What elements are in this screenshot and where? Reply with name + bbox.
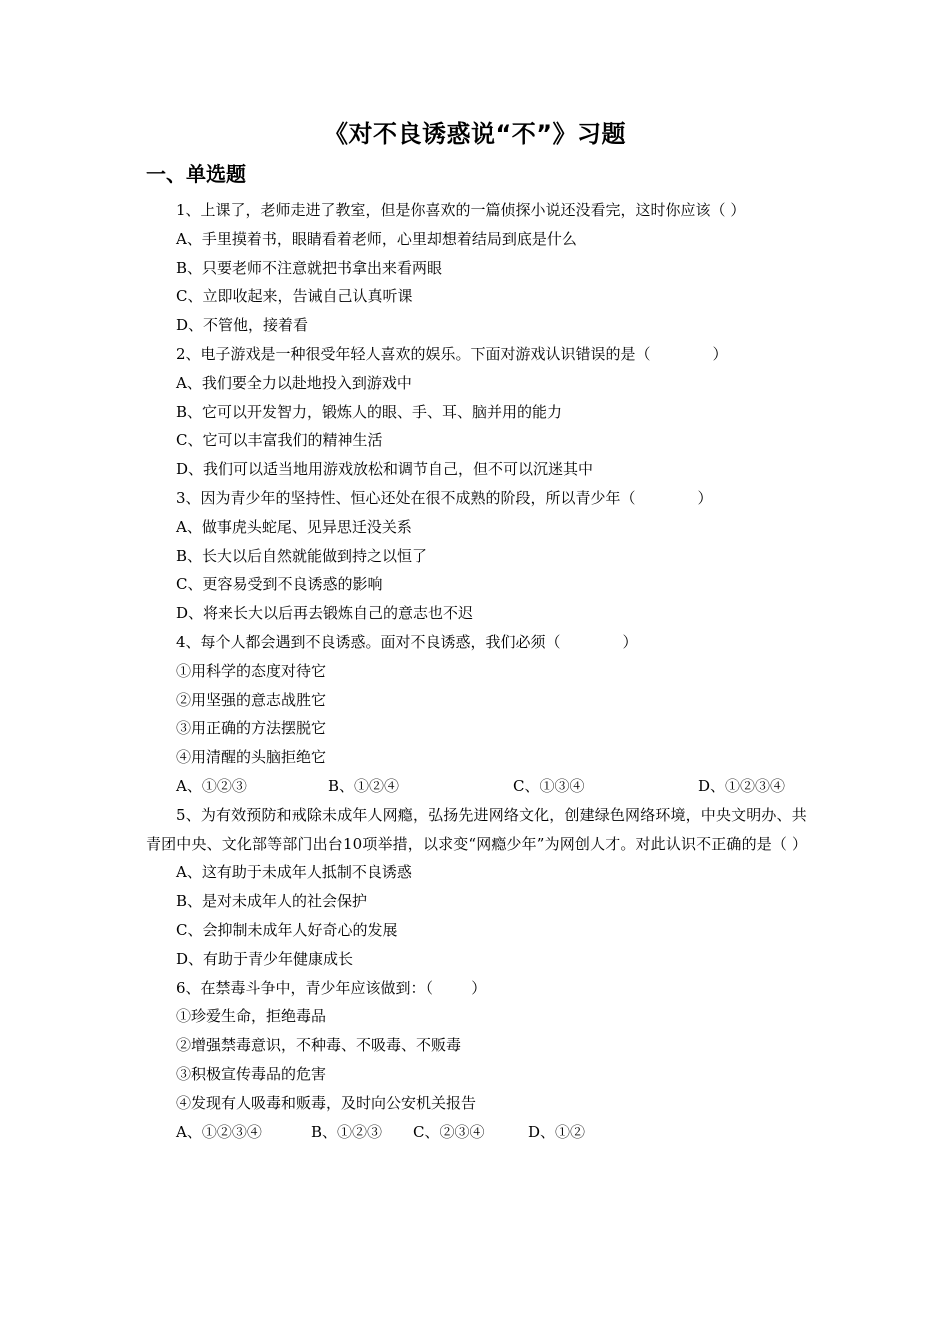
option-d: D、将来长大以后再去锻炼自己的意志也不迟 — [176, 604, 474, 623]
question-stem: 2、电子游戏是一种很受年轻人喜欢的娱乐。下面对游戏认识错误的是（ ） — [176, 344, 728, 363]
statement-item: ④发现有人吸毒和贩毒，及时向公安机关报告 — [176, 1093, 477, 1112]
option-c: C、它可以丰富我们的精神生活 — [176, 431, 383, 450]
option-a: A、做事虎头蛇尾、见异思迁没关系 — [176, 517, 412, 536]
option-c: C、立即收起来，告诫自己认真听课 — [176, 287, 413, 306]
option-c: C、会抑制未成年人好奇心的发展 — [176, 920, 398, 939]
section-heading: 一、单选题 — [146, 162, 246, 186]
option-a: A、这有助于未成年人抵制不良诱惑 — [176, 863, 412, 882]
choice-c: C、①③④ — [513, 776, 585, 795]
choice-b: B、①②④ — [328, 776, 400, 795]
statement-item: ②用坚强的意志战胜它 — [176, 690, 327, 709]
statement-item: ①用科学的态度对待它 — [176, 661, 327, 680]
option-d: D、我们可以适当地用游戏放松和调节自己，但不可以沉迷其中 — [176, 460, 594, 479]
choice-c: C、②③④ — [413, 1122, 485, 1141]
choice-b: B、①②③ — [311, 1122, 383, 1141]
question-stem: 6、在禁毒斗争中，青少年应该做到：（ ） — [176, 978, 487, 997]
question-stem: 1、上课了，老师走进了教室，但是你喜欢的一篇侦探小说还没看完，这时你应该（ ） — [176, 201, 746, 219]
choice-d: D、①② — [528, 1122, 586, 1141]
option-b: B、它可以开发智力，锻炼人的眼、手、耳、脑并用的能力 — [176, 402, 563, 421]
page-title: 《对不良诱惑说“不”》习题 — [323, 120, 627, 148]
choice-row — [146, 772, 811, 801]
option-c: C、更容易受到不良诱惑的影响 — [176, 575, 383, 594]
choice-a: A、①②③ — [176, 776, 247, 795]
statement-item: ①珍爱生命，拒绝毒品 — [176, 1007, 327, 1026]
question-stem: 3、因为青少年的坚持性、恒心还处在很不成熟的阶段，所以青少年（ ） — [176, 488, 713, 507]
statement-item: ③积极宣传毒品的危害 — [176, 1064, 327, 1083]
option-d: D、不管他，接着看 — [176, 316, 309, 335]
question-list — [146, 196, 811, 1146]
option-a: A、手里摸着书，眼睛看着老师，心里却想着结局到底是什么 — [176, 229, 577, 248]
question-stem: 5、为有效预防和戒除未成年人网瘾，弘扬先进网络文化，创建绿色网络环境，中央文明办、共青团中央、文化部等部门出台10项举措，以求变“网瘾少年”为网创人才。对此认识不正确的是（ ） — [146, 805, 808, 853]
choice-d: D、①②③④ — [698, 776, 786, 795]
choice-a: A、①②③④ — [176, 1122, 262, 1141]
option-b: B、只要老师不注意就把书拿出来看两眼 — [176, 258, 443, 277]
option-d: D、有助于青少年健康成长 — [176, 949, 354, 968]
statement-item: ④用清醒的头脑拒绝它 — [176, 748, 327, 767]
question-stem: 4、每个人都会遇到不良诱惑。面对不良诱惑，我们必须（ ） — [176, 632, 638, 651]
choice-row — [146, 1118, 811, 1147]
option-b: B、是对未成年人的社会保护 — [176, 892, 368, 911]
option-b: B、长大以后自然就能做到持之以恒了 — [176, 546, 428, 565]
option-a: A、我们要全力以赴地投入到游戏中 — [176, 373, 412, 392]
statement-item: ③用正确的方法摆脱它 — [176, 719, 327, 738]
statement-item: ②增强禁毒意识，不种毒、不吸毒、不贩毒 — [176, 1036, 462, 1055]
